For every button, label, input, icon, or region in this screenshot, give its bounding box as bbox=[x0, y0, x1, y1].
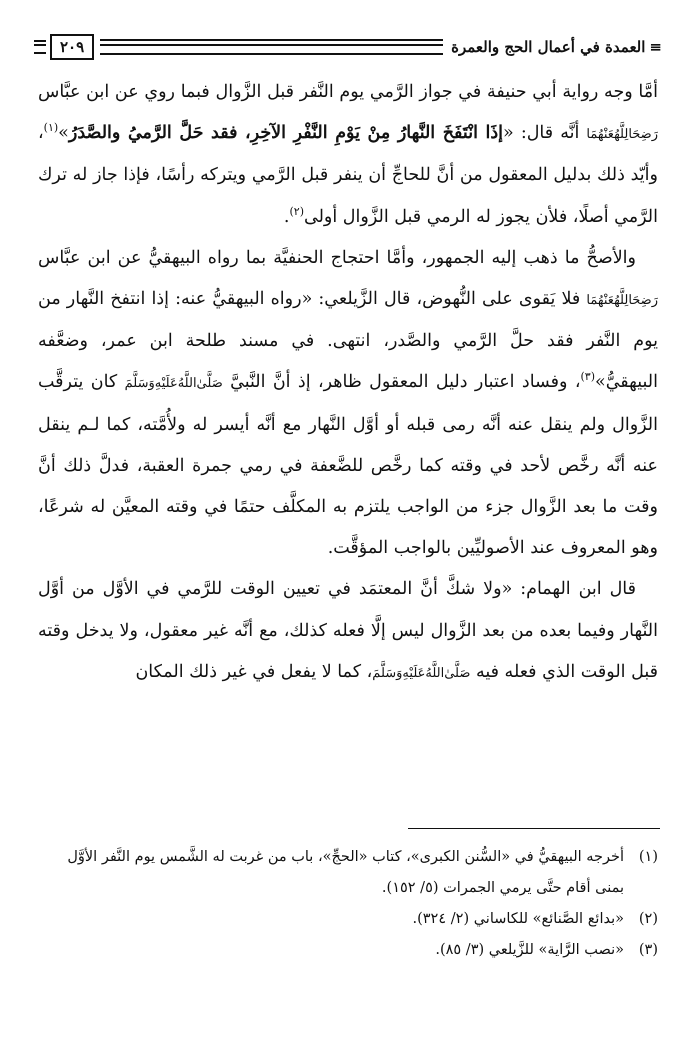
header-title bbox=[451, 38, 662, 56]
footnote-text: أخرجه البيهقيُّ في «السُّنن الكبرى»، كتاب «الحجِّ»، باب من غربت له الشَّمس يوم النَّفر الأوَّل بمنى أقام حتَّى يرمي الجمرات (٥/ ١٥٢). bbox=[67, 849, 624, 896]
honorific: صَلَّىٰ‌اللَّهُ‌عَلَيْهِ‌وَسَلَّمَ bbox=[372, 665, 471, 681]
text-run: . bbox=[283, 206, 290, 227]
main-text bbox=[38, 72, 658, 694]
paragraph-1 bbox=[38, 72, 658, 238]
footnote bbox=[38, 842, 658, 904]
text-run: أنَّه قال: « bbox=[503, 123, 587, 144]
footnote-text: «بدائع الصَّنائع» للكاساني (٢/ ٣٢٤). bbox=[412, 911, 624, 927]
footnote bbox=[38, 935, 658, 966]
text-run: أمَّا وجه رواية أبي حنيفة في جواز الرَّمي يوم النَّفر قبل الزَّوال فبما روي عن ابن عبَّاس bbox=[38, 82, 658, 102]
paragraph-3 bbox=[38, 569, 658, 694]
honorific: صَلَّىٰ‌اللَّهُ‌عَلَيْهِ‌وَسَلَّمَ bbox=[124, 376, 223, 392]
footnote-text: «نصب الرَّاية» للزَّيلعي (٣/ ٨٥). bbox=[435, 942, 624, 958]
text-run: » bbox=[58, 123, 69, 144]
text-run: ، وأيّد ذلك بدليل المعقول من أنَّ للحاجِّ أن ينفر قبل الرَّمي ويتركه رأسًا، فإذا جاز له ترك الرَّمي أصلًا، فلأن يجوز له الرمي قبل الزَّوال أولى bbox=[38, 123, 658, 227]
footnote-ref-2[interactable]: (٢) bbox=[289, 204, 305, 218]
footnotes bbox=[38, 842, 658, 966]
header-title-text: العمدة في أعمال الحج والعمرة bbox=[451, 38, 646, 56]
footnote-separator bbox=[408, 828, 660, 829]
text-run: والأصحُّ ما ذهب إليه الجمهور، وأمَّا احتجاج الحنفيَّة بما رواه البيهقيُّ عن ابن عبَّاس bbox=[38, 247, 636, 268]
page-number: ٢٠٩ bbox=[50, 34, 94, 60]
running-header bbox=[34, 32, 662, 62]
header-mark: ≡ bbox=[649, 38, 662, 56]
text-run: قال ابن الهمام: «ولا شكَّ أنَّ المعتمَد في تعيين الوقت للرَّمي في الأوَّل من أوَّل النَّهار وفيما بعده من بعد الزَّوال ليس إلَّا فعله كذلك، مع أنَّه غير معقول، ولا يدخل وقته قبل الوقت الذي فعله فيه bbox=[38, 579, 658, 682]
footnote-ref-3[interactable]: (٣) bbox=[580, 370, 596, 384]
text-run: ، وفساد اعتبار دليل المعقول ظاهر، إذ أنَّ النَّبيَّ bbox=[222, 372, 581, 393]
honorific: رَضِحَالِلَّهُعَنْهُمَا bbox=[586, 293, 658, 309]
footnote bbox=[38, 904, 658, 935]
text-run: ، كما لا يفعل في غير ذلك المكان bbox=[135, 661, 373, 682]
text-run: فلا يَقوى على النُّهوض، قال الزَّيلعي: «رواه البيهقيُّ عنه: إذا انتفخ النَّهار من يوم النَّفر فقد حلَّ الرَّمي والصَّدر، انتهى. في مسند طلحة ابن عمر، وضعَّفه البيهقيُّ» bbox=[38, 289, 658, 393]
footnote-number: (٣) bbox=[638, 942, 658, 958]
hadith-quote: إذَا انْتَفَخَ النَّهارُ مِنْ يَوْمِ النَّفْرِ الآخِرِ، فقد حَلَّ الرَّميُ والصَّدَرُ bbox=[68, 123, 504, 144]
paragraph-2 bbox=[38, 238, 658, 570]
footnote-number: (٢) bbox=[638, 911, 658, 927]
footnote-ref-1[interactable]: (١) bbox=[43, 121, 59, 135]
text-run: كان يترقَّب الزَّوال ولم ينقل عنه أنَّه رمى قبله أو أوَّل النَّهار مع أنَّه أيسر له ولأُمَّته، كما لـم ينقل عنه أنَّه رخَّص لأحد في وقته كما رخَّص للضَّعفة في رمي جمرة العقبة، فدلَّ ذلك أنَّ وقت ما بعد الزَّوال جزء من الواجب يلتزم به المكلَّف حتمًا في وقته المعيَّن له شرعًا، وهو المعروف عند الأصوليِّين بالواجب المؤقَّت. bbox=[38, 372, 658, 559]
footnote-number: (١) bbox=[638, 849, 658, 865]
honorific: رَضِحَالِلَّهُعَنْهُمَا bbox=[586, 127, 658, 143]
header-end-rule bbox=[34, 40, 46, 54]
header-rule bbox=[100, 39, 443, 55]
